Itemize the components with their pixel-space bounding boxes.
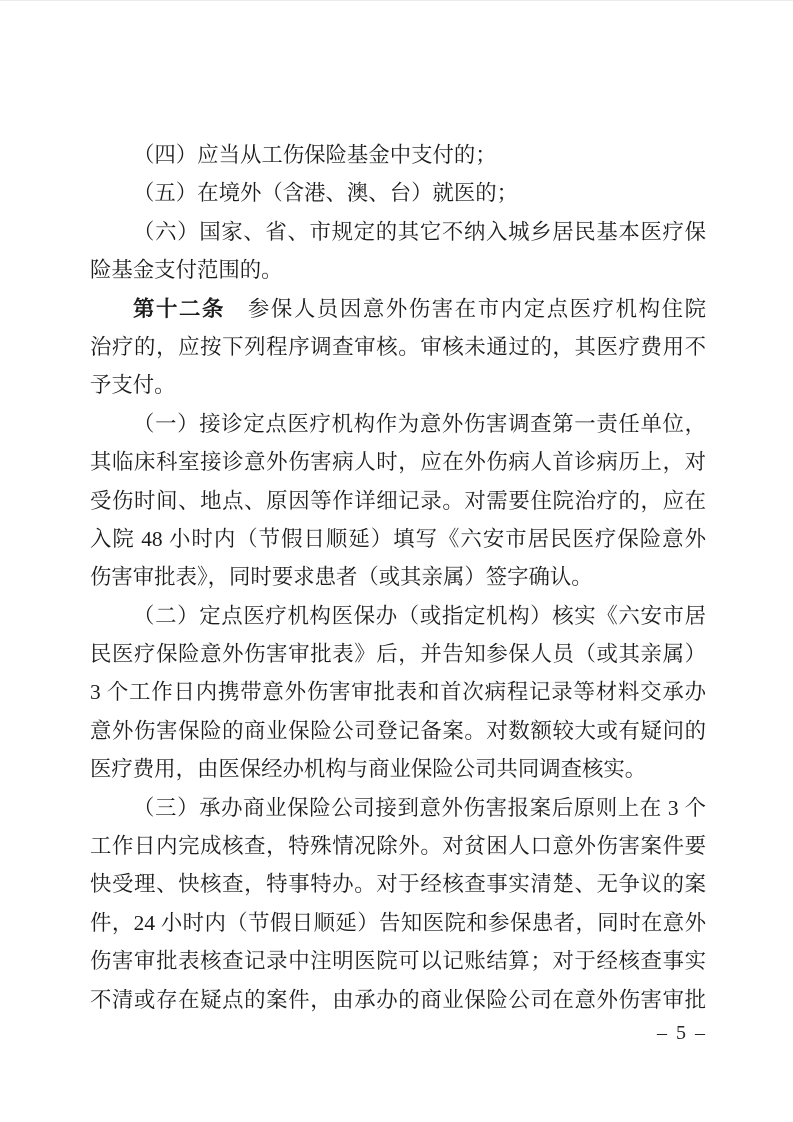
text-run: 医疗费用，由医保经办机构与商业保险公司共同调查核实。 [90,757,647,782]
text-line [90,328,706,366]
text-line [90,865,706,903]
text-run: 入院 48 小时内（节假日顺延）填写《六安市居民医疗保险意外 [90,526,706,551]
text-line [90,174,706,212]
text-line [90,213,706,251]
text-line [90,482,706,520]
text-line [90,558,706,596]
text-line [90,251,706,289]
text-run: 参保人员因意外伤害在市内定点医疗机构住院 [224,296,706,321]
text-run: 其临床科室接诊意外伤害病人时，应在外伤病人首诊病历上，对 [90,450,706,475]
text-line [90,597,706,635]
text-line [90,750,706,788]
text-line [90,712,706,750]
text-line [90,904,706,942]
text-run: 件，24 小时内（节假日顺延）告知医院和参保患者，同时在意外 [90,910,706,935]
text-run: （四）应当从工伤保险基金中支付的； [133,143,497,167]
text-line [90,405,706,443]
text-line [90,789,706,827]
text-line [90,827,706,865]
document-body [90,136,706,1019]
text-run: 伤害审批表核查记录中注明医院可以记账结算；对于经核查事实 [90,949,706,974]
text-run: （五）在境外（含港、澳、台）就医的； [133,181,519,206]
text-line [90,981,706,1019]
text-run: （一）接诊定点医疗机构作为意外伤害调查第一责任单位， [133,411,706,436]
text-run: （二）定点医疗机构医保办（或指定机构）核实《六安市居 [133,603,706,628]
text-run: 不清或存在疑点的案件，由承办的商业保险公司在意外伤害审批 [90,987,706,1012]
text-run: 3 个工作日内携带意外伤害审批表和首次病程记录等材料交承办 [90,680,706,705]
text-line [90,443,706,481]
text-run: 险基金支付范围的。 [90,258,283,283]
text-run: 伤害审批表》，同时要求患者（或其亲属）签字确认。 [90,565,593,590]
text-line [90,673,706,711]
text-line [90,136,706,174]
text-run: 工作日内完成核查，特殊情况除外。对贫困人口意外伤害案件要 [90,834,706,859]
text-run: 治疗的，应按下列程序调查审核。审核未通过的，其医疗费用不 [90,334,706,359]
text-run: 民医疗保险意外伤害审批表》后，并告知参保人员（或其亲属） [90,642,706,667]
text-line [90,635,706,673]
text-run: 受伤时间、地点、原因等作详细记录。对需要住院治疗的，应在 [90,488,706,513]
text-run: 快受理、快核查，特事特办。对于经核查事实清楚、无争议的案 [90,872,706,897]
text-line [90,290,706,328]
text-run: （三）承办商业保险公司接到意外伤害报案后原则上在 3 个 [133,795,706,820]
text-run: （六）国家、省、市规定的其它不纳入城乡居民基本医疗保 [133,219,706,244]
page-number: – 5 – [657,1022,707,1044]
text-run: 予支付。 [90,373,176,398]
article-number-heading: 第十二条 [133,296,225,321]
text-run: 意外伤害保险的商业保险公司登记备案。对数额较大或有疑问的 [90,718,706,743]
text-line [90,520,706,558]
text-line [90,942,706,980]
text-line [90,366,706,404]
